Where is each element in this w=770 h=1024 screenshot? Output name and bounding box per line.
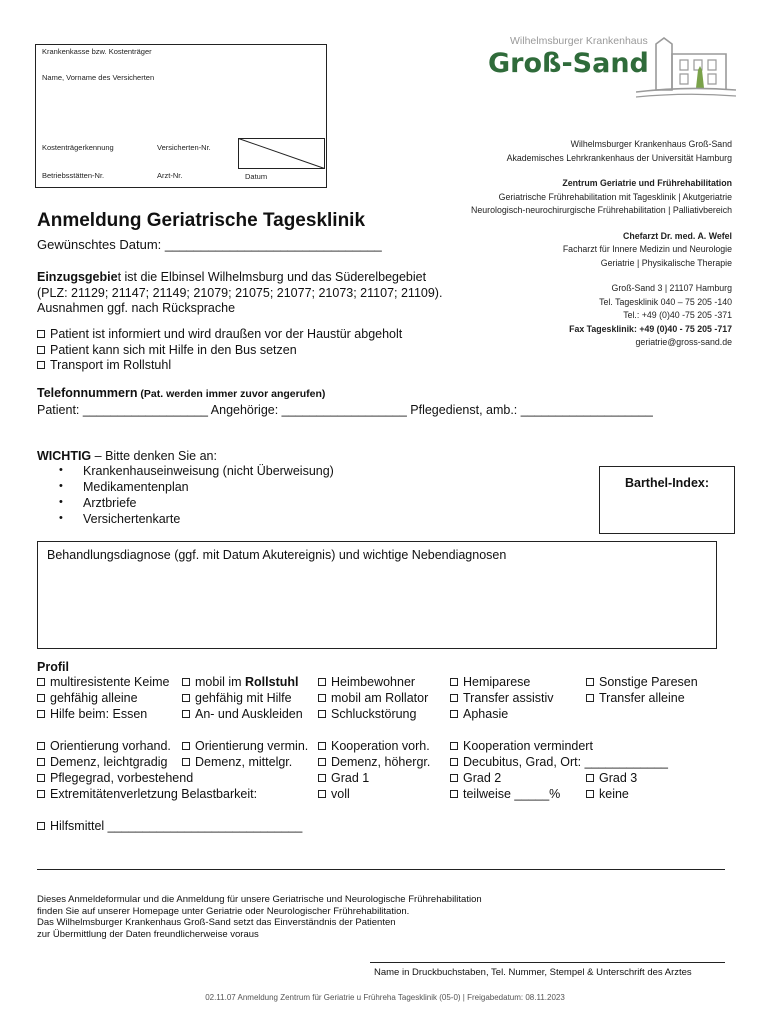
checkbox[interactable] [318,742,326,750]
status-option[interactable] [182,739,308,753]
center-line3: Neurologisch-neurochirurgische Frührehabilitation | Palliativbereich [471,205,732,215]
option-label: Extremitätenverletzung Belastbarkeit: [50,787,258,801]
checkbox[interactable] [37,346,45,354]
checkbox[interactable] [182,758,190,766]
list-item: • Arztbriefe [37,496,334,512]
option-label: Sonstige Paresen [599,675,698,689]
option-label: Demenz, mittelgr. [195,755,293,769]
checkbox[interactable] [318,694,326,702]
option-label: Decubitus, Grad, Ort: ____________ [463,755,668,769]
transport-label: Patient kann sich mit Hilfe in den Bus setzen [50,342,297,357]
important-heading [37,449,217,463]
checkbox[interactable] [450,678,458,686]
email: geriatrie@gross-sand.de [635,337,732,347]
profile-option[interactable] [37,675,170,689]
status-option[interactable] [450,739,593,753]
important-bold: WICHTIG [37,449,92,463]
checkbox[interactable] [182,742,190,750]
hospital-line2: Akademisches Lehrkrankenhaus der Universität Hamburg [506,152,732,163]
status-option[interactable] [37,755,167,769]
transport-label: Patient ist informiert und wird draußen vor der Haustür abgeholt [50,327,403,341]
checkbox[interactable] [318,758,326,766]
signature-line [370,962,725,963]
option-label: Aphasie [463,707,509,721]
checkbox[interactable] [450,742,458,750]
hospital-logo [486,30,741,100]
list-item: • Krankenhauseinweisung (nicht Überweisung) [37,464,334,480]
catchment-bold: Einzugsgebie [37,270,118,284]
option-label: Grad 1 [331,771,370,785]
option-label: Orientierung vermin. [195,739,309,753]
transport-option[interactable] [37,343,402,359]
insurer-label: Krankenkasse bzw. Kostenträger [42,47,152,56]
phone-section-title [37,386,325,400]
checkbox[interactable] [37,710,45,718]
address: Groß-Sand 3 | 21107 Hamburg [611,283,732,293]
profile-option[interactable] [182,691,292,705]
option-label: Transfer assistiv [463,691,554,705]
important-list [37,464,334,528]
checkbox[interactable] [37,774,45,782]
site-no-label: Betriebsstätten-Nr. [42,171,105,180]
checkbox[interactable] [37,790,45,798]
insured-no-label: Versicherten-Nr. [157,143,211,152]
option-label: Grad 2 [463,771,502,785]
catchment-plz: (PLZ: 21129; 21147; 21149; 21079; 21075; 21077; 21073; 21107; 21109). [37,285,443,300]
status-option[interactable] [182,755,292,769]
phone-daycare: Tel. Tagesklinik 040 – 75 205 -140 [599,296,732,307]
name-label: Name, Vorname des Versicherten [42,73,155,82]
profile-option[interactable] [586,675,698,689]
divider [37,869,725,870]
insurer-id-label: Kostenträgerkennung [42,143,114,152]
profile-title: Profil [37,660,69,674]
option-label: keine [599,787,629,801]
option-label: Orientierung vorhand. [50,739,171,753]
desired-date-field[interactable]: Gewünschtes Datum: ______________________________ [37,237,382,252]
checkbox[interactable] [450,758,458,766]
logo-hospital-name: Wilhelmsburger Krankenhaus [510,35,648,47]
checkbox[interactable] [37,758,45,766]
hospital-info [432,138,732,350]
status-option[interactable] [450,755,668,769]
profile-option[interactable] [318,707,416,721]
list-item: • Medikamentenplan [37,480,334,496]
option-label: Demenz, leichtgradig [50,755,168,769]
profile-option[interactable] [182,675,298,689]
status-option[interactable] [318,787,350,801]
checkbox[interactable] [37,330,45,338]
status-option[interactable] [37,771,193,785]
profile-option[interactable] [586,691,685,705]
catchment-exception: Ausnahmen ggf. nach Rücksprache [37,301,236,315]
checkbox[interactable] [586,790,594,798]
option-label: Hemiparese [463,675,531,689]
checkbox[interactable] [450,774,458,782]
transport-option[interactable] [37,358,402,374]
checkbox[interactable] [37,822,45,830]
option-label: Grad 3 [599,771,638,785]
status-option[interactable] [450,787,560,801]
checkbox[interactable] [586,678,594,686]
diagnosis-box[interactable] [37,541,717,649]
page-title: Anmeldung Geriatrische Tagesklinik [37,210,366,231]
status-option[interactable] [318,739,430,753]
aids-field[interactable] [37,819,302,835]
option-label: multiresistente Keime [50,675,170,689]
center-line1: Zentrum Geriatrie und Frührehabilitation [562,178,732,188]
aids-label: Hilfsmittel ____________________________ [50,819,303,833]
profile-option[interactable] [318,675,415,689]
logo-building-icon [636,30,736,100]
diagnosis-label: Behandlungsdiagnose (ggf. mit Datum Akutereignis) und wichtige Nebendiagnosen [47,548,507,562]
note-line: finden Sie auf unserer Homepage unter Geriatrie oder Neurologischer Frührehabilitation. [37,905,410,917]
transport-label: Transport im Rollstuhl [50,358,172,372]
logo-wordmark: Groß-Sand [488,48,649,79]
checkbox[interactable] [318,678,326,686]
status-option[interactable] [586,787,629,801]
date-field-diagonal [238,138,326,170]
profile-option[interactable] [37,707,147,721]
option-label: gehfähig alleine [50,691,138,705]
profile-option[interactable] [37,691,138,705]
option-label: Demenz, höhergr. [331,755,431,769]
barthel-index-box[interactable] [599,466,735,534]
transport-option[interactable] [37,327,402,343]
checkbox[interactable] [450,790,458,798]
catchment-area [37,270,442,317]
profile-option[interactable] [318,691,428,705]
doctor-no-label: Arzt-Nr. [157,171,183,180]
note-line: zur Übermittlung der Daten freundlicherweise voraus [37,928,259,940]
checkbox[interactable] [182,678,190,686]
phone-note: (Pat. werden immer zuvor angerufen) [137,388,326,400]
profile-option[interactable] [450,675,530,689]
option-label: Pflegegrad, vorbestehend [50,771,194,785]
option-label: Kooperation vermindert [463,739,593,753]
info-note [37,894,482,940]
checkbox[interactable] [318,774,326,782]
checkbox[interactable] [318,710,326,718]
phone-title: Telefonnummern [37,386,138,400]
hospital-line1: Wilhelmsburger Krankenhaus Groß-Sand [570,139,732,149]
checkbox[interactable] [37,678,45,686]
footer: 02.11.07 Anmeldung Zentrum für Geriatrie u Frühreha Tagesklinik (05-0) | Freigabedatum: 08.11.2023 [205,993,565,1002]
chief-field: Geriatrie | Physikalische Therapie [600,257,732,268]
option-label: mobil am Rollator [331,691,429,705]
fax: Fax Tagesklinik: +49 (0)40 - 75 205 -717 [569,323,732,334]
option-label: voll [331,787,350,801]
profile-option[interactable] [182,707,303,721]
note-line: Dieses Anmeldeformular und die Anmeldung für unsere Geriatrische und Neurologische Frührehabilitation [37,894,482,905]
status-option[interactable] [318,771,369,785]
note-line: Das Wilhelmsburger Krankenhaus Groß-Sand setzt das Einverständnis der Patienten [37,917,396,928]
date-label: Datum [245,172,268,181]
checkbox[interactable] [450,694,458,702]
status-option[interactable] [318,755,430,769]
checkbox[interactable] [37,361,45,369]
checkbox[interactable] [182,710,190,718]
center-line2: Geriatrische Frührehabilitation mit Tagesklinik | Akutgeriatrie [498,191,732,202]
phone-main: Tel.: +49 (0)40 -75 205 -371 [623,310,732,320]
important-text: – Bitte denken Sie an: [91,449,217,463]
profile-option[interactable] [450,691,554,705]
option-label: teilweise _____% [463,787,561,801]
checkbox[interactable] [37,742,45,750]
option-label: Transfer alleine [599,691,685,705]
option-label: mobil im [195,675,246,689]
option-label: Heimbewohner [331,675,416,689]
catchment-text: t ist die Elbinsel Wilhelmsburg und das Süderelbegebiet [117,270,427,284]
option-label: An- und Auskleiden [195,707,303,721]
phone-fields[interactable]: Patient: __________________ Angehörige: __________________ Pflegedienst, amb.: ___________________ [37,403,653,417]
transport-options [37,327,402,374]
option-label: Kooperation vorh. [331,739,430,753]
signature-label: Name in Druckbuchstaben, Tel. Nummer, Stempel & Unterschrift des Arztes [374,967,692,978]
chief-specialty: Facharzt für Innere Medizin und Neurologie [562,244,732,254]
checkbox[interactable] [182,694,190,702]
status-option[interactable] [37,787,257,801]
option-label: Hilfe beim: Essen [50,707,148,721]
barthel-label: Barthel-Index: [624,476,710,490]
status-option[interactable] [586,771,637,785]
list-item: • Versichertenkarte [37,512,334,528]
option-label: Schluckstörung [331,707,417,721]
status-option[interactable] [37,739,171,753]
profile-option[interactable] [450,707,508,721]
status-option[interactable] [450,771,501,785]
option-label: gehfähig mit Hilfe [195,691,292,705]
checkbox[interactable] [586,774,594,782]
chief-name: Chefarzt Dr. med. A. Wefel [622,230,732,241]
option-label-bold: Rollstuhl [245,675,299,689]
checkbox[interactable] [37,694,45,702]
checkbox[interactable] [586,694,594,702]
checkbox[interactable] [450,710,458,718]
checkbox[interactable] [318,790,326,798]
